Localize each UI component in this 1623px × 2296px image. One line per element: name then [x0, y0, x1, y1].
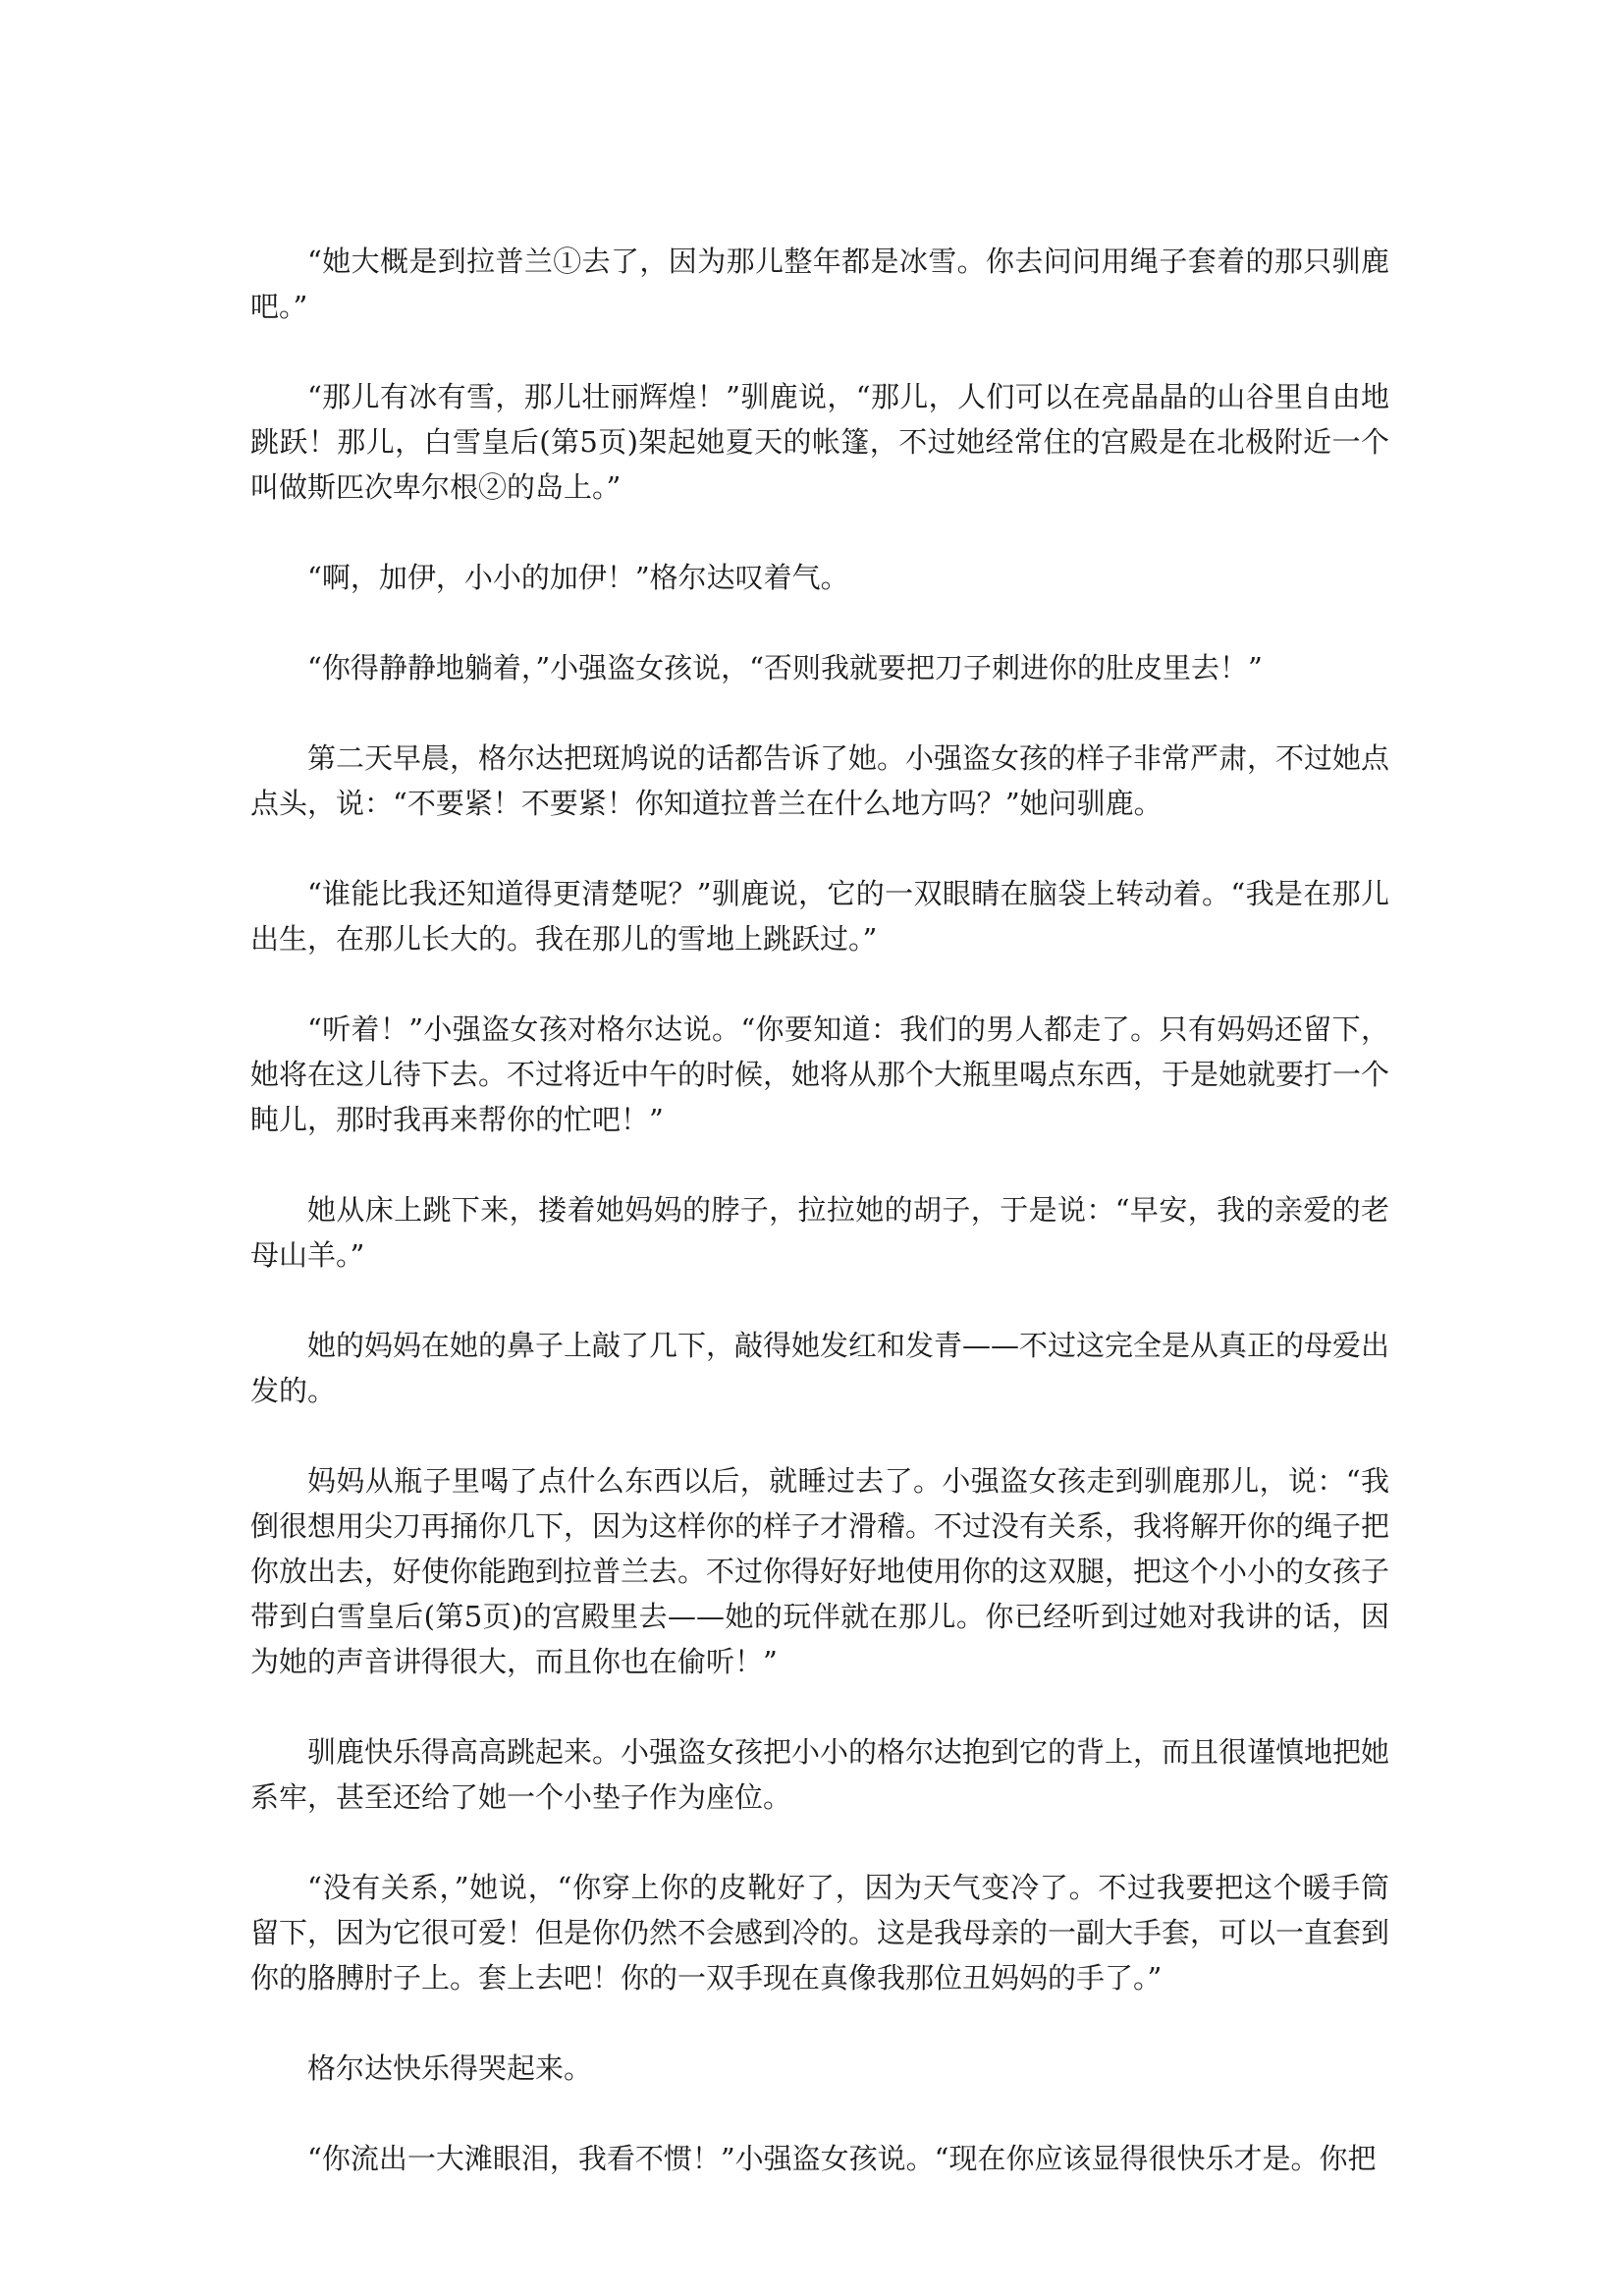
- paragraph: “她大概是到拉普兰①去了，因为那儿整年都是冰雪。你去问问用绳子套着的那只驯鹿吧。”: [250, 245, 1389, 323]
- paragraph: 驯鹿快乐得高高跳起来。小强盗女孩把小小的格尔达抱到它的背上，而且很谨慎地把她系牢，甚至还给了她一个小垫子作为座位。: [250, 1735, 1390, 1814]
- paragraph: 格尔达快乐得哭起来。: [307, 2051, 593, 2085]
- paragraph: “你得静静地躺着，”小强盗女孩说，“否则我就要把刀子刺进你的肚皮里去！”: [307, 651, 1263, 684]
- paragraph: “谁能比我还知道得更清楚呢？”驯鹿说，它的一双眼睛在脑袋上转动着。“我是在那儿出生，在那儿长大的。我在那儿的雪地上跳跃过。”: [250, 877, 1389, 956]
- paragraph: 她的妈妈在她的鼻子上敲了几下，敲得她发红和发青——不过这完全是从真正的母爱出发的。: [250, 1329, 1390, 1407]
- paragraph: 妈妈从瓶子里喝了点什么东西以后，就睡过去了。小强盗女孩走到驯鹿那儿，说：“我倒很想用尖刀再捅你几下，因为这样你的样子才滑稽。不过没有关系，我将解开你的绳子把你放出去，好使你能跑到拉普兰去。不过你得好好地使用你的这双腿，把这个小小的女孩子带到白雪皇后(第5页)的宫殿里去——她的玩伴就在那儿。你已经听到过她对我讲的话，因为她的声音讲得很大，而且你也在偷听！”: [250, 1464, 1390, 1678]
- paragraph: 第二天早晨，格尔达把斑鸠说的话都告诉了她。小强盗女孩的样子非常严肃，不过她点点头，说：“不要紧！不要紧！你知道拉普兰在什么地方吗？”她问驯鹿。: [250, 741, 1390, 820]
- paragraph: 她从床上跳下来，搂着她妈妈的脖子，拉拉她的胡子，于是说：“早安，我的亲爱的老母山羊。”: [250, 1193, 1389, 1272]
- paragraph: “那儿有冰有雪，那儿壮丽辉煌！”驯鹿说，“那儿，人们可以在亮晶晶的山谷里自由地跳跃！那儿，白雪皇后(第5页)架起她夏天的帐篷，不过她经常住的宫殿是在北极附近一个叫做斯匹次卑尔根②的岛上。”: [250, 380, 1389, 504]
- paragraph: “听着！”小强盗女孩对格尔达说。“你要知道：我们的男人都走了。只有妈妈还留下，她将在这儿待下去。不过将近中午的时候，她将从那个大瓶里喝点东西，于是她就要打一个盹儿，那时我再来帮你的忙吧！”: [250, 1012, 1390, 1136]
- story-text: [250, 239, 1389, 2226]
- paragraph: “你流出一大滩眼泪，我看不惯！”小强盗女孩说。“现在你应该显得很快乐才是。你把: [307, 2142, 1377, 2175]
- paragraph: “没有关系，”她说，“你穿上你的皮靴好了，因为天气变冷了。不过我要把这个暖手筒留下，因为它很可爱！但是你仍然不会感到冷的。这是我母亲的一副大手套，可以一直套到你的胳膊肘子上。套上去吧！你的一双手现在真像我那位丑妈妈的手了。”: [250, 1871, 1390, 1995]
- paragraph: “啊，加伊，小小的加伊！”格尔达叹着气。: [307, 561, 849, 594]
